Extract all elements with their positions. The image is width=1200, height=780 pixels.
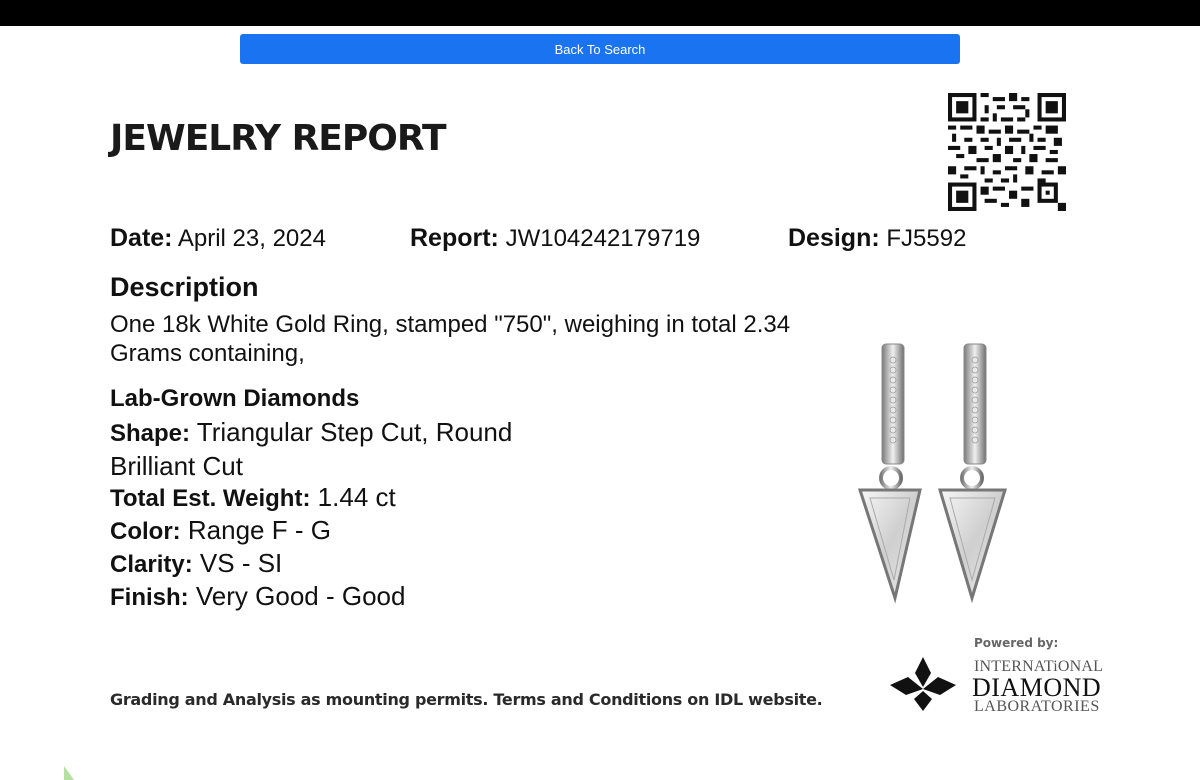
date-value: April 23, 2024 (177, 225, 326, 252)
finish-row (110, 581, 405, 612)
color-label: Color: (110, 518, 181, 545)
shape-label: Shape: (110, 420, 191, 447)
report-value: JW104242179719 (505, 225, 701, 252)
qr-code-icon[interactable] (948, 93, 1066, 211)
description-heading: Description (110, 272, 259, 302)
report-number (410, 224, 700, 253)
stones-heading: Lab-Grown Diamonds (110, 385, 360, 412)
clarity-row (110, 548, 282, 579)
finish-label: Finish: (110, 584, 189, 611)
idl-logo-icon (888, 655, 958, 713)
report-label: Report: (410, 224, 499, 252)
weight-row (110, 482, 396, 513)
lab-name-line3: LABORATORIES (974, 698, 1100, 715)
footer-disclaimer: Grading and Analysis as mounting permits. Terms and Conditions on IDL website. (110, 690, 823, 709)
design-value: FJ5592 (886, 225, 967, 252)
design-label: Design: (788, 224, 880, 252)
clarity-label: Clarity: (110, 551, 193, 578)
color-row (110, 515, 331, 546)
earring-image (850, 340, 1020, 605)
finish-value: Very Good - Good (195, 581, 406, 611)
report-design (788, 224, 966, 253)
lab-name-line2: DIAMOND (972, 673, 1102, 702)
powered-by-label: Powered by: (974, 636, 1059, 650)
left-earring (860, 344, 920, 598)
browser-top-bar (0, 0, 1200, 26)
color-value: Range F - G (187, 515, 331, 545)
shape-row (110, 416, 570, 483)
corner-decoration (64, 766, 74, 780)
weight-label: Total Est. Weight: (110, 485, 311, 512)
description-text: One 18k White Gold Ring, stamped "750", weighing in total 2.34 Grams containing, (110, 311, 791, 367)
weight-value: 1.44 ct (317, 482, 396, 512)
clarity-value: VS - SI (199, 548, 283, 578)
lab-name-line1: INTERNATiONAL (974, 658, 1104, 675)
back-to-search-button[interactable]: Back To Search (240, 34, 960, 64)
report-title: JEWELRY REPORT (110, 118, 446, 159)
shape-value: Triangular Step Cut, Round Brilliant Cut (110, 417, 513, 481)
report-date (110, 224, 326, 253)
right-earring (940, 344, 1005, 598)
date-label: Date: (110, 224, 173, 252)
